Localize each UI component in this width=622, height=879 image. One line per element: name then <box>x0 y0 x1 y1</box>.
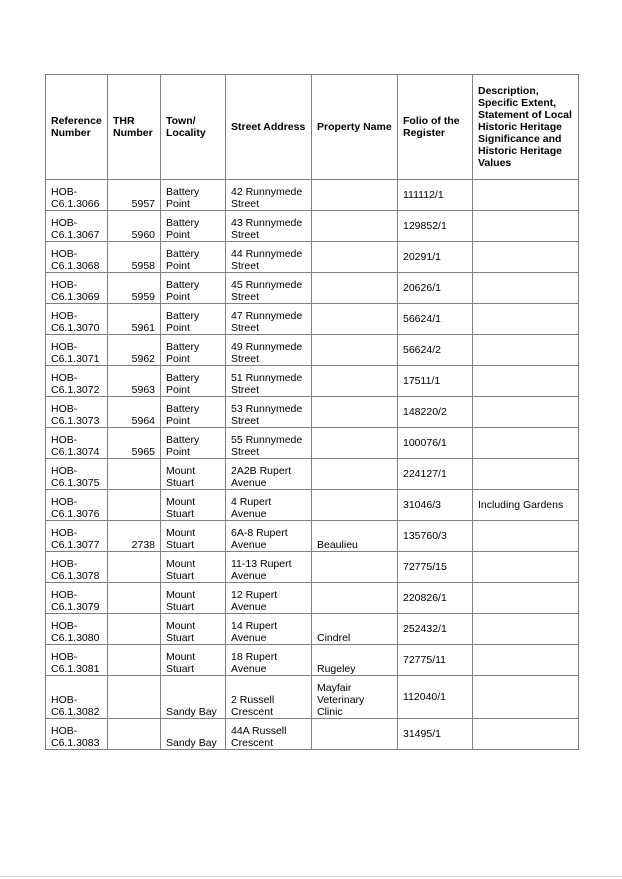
reference-prefix: HOB- <box>51 217 78 229</box>
reference-number-cell <box>46 242 108 273</box>
reference-number-cell <box>46 490 108 521</box>
thr-number-cell <box>108 676 161 719</box>
description-cell <box>473 273 579 304</box>
reference-prefix: HOB- <box>51 725 78 737</box>
table-body <box>46 180 579 750</box>
folio-cell: 220826/1 <box>398 583 473 614</box>
property-name-cell <box>312 397 398 428</box>
thr-number-cell <box>108 459 161 490</box>
folio-cell: 135760/3 <box>398 521 473 552</box>
description-cell <box>473 719 579 750</box>
street-address-cell: 18 Rupert Avenue <box>226 645 312 676</box>
thr-number-cell: 5960 <box>108 211 161 242</box>
street-address-cell: 6A-8 Rupert Avenue <box>226 521 312 552</box>
property-name-cell <box>312 719 398 750</box>
town-locality-cell: Battery Point <box>161 428 226 459</box>
thr-number-cell <box>108 490 161 521</box>
description-cell: Including Gardens <box>473 490 579 521</box>
thr-number-cell <box>108 583 161 614</box>
page-bottom-edge <box>0 876 622 877</box>
thr-number-cell: 5964 <box>108 397 161 428</box>
reference-number-cell <box>46 211 108 242</box>
street-address-cell: 44A Russell Crescent <box>226 719 312 750</box>
reference-prefix: HOB- <box>51 372 78 384</box>
table-row <box>46 304 579 335</box>
header-reference-number: Reference Number <box>46 75 108 180</box>
property-name-cell <box>312 490 398 521</box>
street-address-cell: 53 Runnymede Street <box>226 397 312 428</box>
table-header-row <box>46 75 579 180</box>
thr-number-cell: 5961 <box>108 304 161 335</box>
reference-code: C6.1.3079 <box>51 601 100 613</box>
reference-number-cell <box>46 459 108 490</box>
property-name-cell: Beaulieu <box>312 521 398 552</box>
property-name-cell <box>312 552 398 583</box>
property-name-cell <box>312 583 398 614</box>
thr-number-cell <box>108 552 161 583</box>
description-cell <box>473 552 579 583</box>
reference-prefix: HOB- <box>51 248 78 260</box>
street-address-cell: 12 Rupert Avenue <box>226 583 312 614</box>
reference-number-cell <box>46 583 108 614</box>
table-row <box>46 242 579 273</box>
town-locality-cell: Mount Stuart <box>161 614 226 645</box>
town-locality-cell: Battery Point <box>161 366 226 397</box>
folio-cell: 100076/1 <box>398 428 473 459</box>
folio-cell: 17511/1 <box>398 366 473 397</box>
table-row <box>46 719 579 750</box>
reference-code: C6.1.3071 <box>51 353 100 365</box>
table-row <box>46 273 579 304</box>
street-address-cell: 44 Runnymede Street <box>226 242 312 273</box>
street-address-cell: 14 Rupert Avenue <box>226 614 312 645</box>
town-locality-cell: Mount Stuart <box>161 552 226 583</box>
street-address-cell: 55 Runnymede Street <box>226 428 312 459</box>
folio-cell: 31495/1 <box>398 719 473 750</box>
town-locality-cell: Battery Point <box>161 273 226 304</box>
table-row <box>46 645 579 676</box>
reference-code: C6.1.3077 <box>51 539 100 551</box>
description-cell <box>473 459 579 490</box>
reference-prefix: HOB- <box>51 527 78 539</box>
property-name-cell <box>312 428 398 459</box>
street-address-cell: 51 Runnymede Street <box>226 366 312 397</box>
property-name-cell <box>312 366 398 397</box>
description-cell <box>473 521 579 552</box>
reference-prefix: HOB- <box>51 620 78 632</box>
thr-number-cell: 5958 <box>108 242 161 273</box>
table-row <box>46 428 579 459</box>
folio-cell: 72775/11 <box>398 645 473 676</box>
reference-number-cell <box>46 428 108 459</box>
header-folio: Folio of the Register <box>398 75 473 180</box>
reference-prefix: HOB- <box>51 310 78 322</box>
folio-cell: 129852/1 <box>398 211 473 242</box>
property-name-cell: Mayfair Veterinary Clinic <box>312 676 398 719</box>
reference-number-cell <box>46 397 108 428</box>
description-cell <box>473 304 579 335</box>
reference-code: C6.1.3080 <box>51 632 100 644</box>
town-locality-cell: Battery Point <box>161 242 226 273</box>
town-locality-cell: Battery Point <box>161 335 226 366</box>
town-locality-cell: Mount Stuart <box>161 521 226 552</box>
table-row <box>46 397 579 428</box>
reference-code: C6.1.3068 <box>51 260 100 272</box>
reference-code: C6.1.3066 <box>51 198 100 210</box>
reference-code: C6.1.3075 <box>51 477 100 489</box>
property-name-cell: Rugeley <box>312 645 398 676</box>
street-address-cell: 43 Runnymede Street <box>226 211 312 242</box>
folio-cell: 72775/15 <box>398 552 473 583</box>
town-locality-cell: Mount Stuart <box>161 459 226 490</box>
reference-number-cell <box>46 180 108 211</box>
header-town-locality: Town/ Locality <box>161 75 226 180</box>
reference-prefix: HOB- <box>51 694 78 706</box>
street-address-cell: 4 Rupert Avenue <box>226 490 312 521</box>
town-locality-cell: Battery Point <box>161 304 226 335</box>
street-address-cell: 49 Runnymede Street <box>226 335 312 366</box>
reference-number-cell <box>46 335 108 366</box>
reference-number-cell <box>46 676 108 719</box>
thr-number-cell <box>108 719 161 750</box>
folio-cell: 20626/1 <box>398 273 473 304</box>
thr-number-cell <box>108 645 161 676</box>
header-description: Description, Specific Extent, Statement of Local Historic Heritage Significance and Historic Heritage Values <box>473 75 579 180</box>
description-cell <box>473 428 579 459</box>
property-name-cell: Cindrel <box>312 614 398 645</box>
description-cell <box>473 211 579 242</box>
folio-cell: 111112/1 <box>398 180 473 211</box>
thr-number-cell: 5959 <box>108 273 161 304</box>
property-name-cell <box>312 211 398 242</box>
table-row <box>46 180 579 211</box>
table-row <box>46 335 579 366</box>
folio-cell: 56624/1 <box>398 304 473 335</box>
heritage-register-table <box>45 74 579 750</box>
town-locality-cell: Battery Point <box>161 397 226 428</box>
folio-cell: 31046/3 <box>398 490 473 521</box>
town-locality-cell: Battery Point <box>161 180 226 211</box>
description-cell <box>473 366 579 397</box>
reference-number-cell <box>46 552 108 583</box>
town-locality-cell: Mount Stuart <box>161 583 226 614</box>
reference-prefix: HOB- <box>51 496 78 508</box>
reference-prefix: HOB- <box>51 651 78 663</box>
reference-prefix: HOB- <box>51 341 78 353</box>
reference-code: C6.1.3081 <box>51 663 100 675</box>
folio-cell: 20291/1 <box>398 242 473 273</box>
description-cell <box>473 645 579 676</box>
town-locality-cell: Mount Stuart <box>161 490 226 521</box>
property-name-cell <box>312 459 398 490</box>
reference-number-cell <box>46 366 108 397</box>
reference-code: C6.1.3072 <box>51 384 100 396</box>
thr-number-cell <box>108 614 161 645</box>
table-row <box>46 490 579 521</box>
description-cell <box>473 614 579 645</box>
reference-code: C6.1.3069 <box>51 291 100 303</box>
reference-code: C6.1.3083 <box>51 737 100 749</box>
street-address-cell: 42 Runnymede Street <box>226 180 312 211</box>
thr-number-cell: 5962 <box>108 335 161 366</box>
reference-code: C6.1.3067 <box>51 229 100 241</box>
header-property-name: Property Name <box>312 75 398 180</box>
reference-prefix: HOB- <box>51 403 78 415</box>
street-address-cell: 45 Runnymede Street <box>226 273 312 304</box>
folio-cell: 148220/2 <box>398 397 473 428</box>
reference-prefix: HOB- <box>51 589 78 601</box>
reference-code: C6.1.3076 <box>51 508 100 520</box>
town-locality-cell: Mount Stuart <box>161 645 226 676</box>
table-row <box>46 366 579 397</box>
folio-cell: 112040/1 <box>398 676 473 719</box>
table-row <box>46 211 579 242</box>
property-name-cell <box>312 242 398 273</box>
property-name-cell <box>312 180 398 211</box>
reference-code: C6.1.3082 <box>51 706 100 718</box>
reference-prefix: HOB- <box>51 186 78 198</box>
reference-number-cell <box>46 645 108 676</box>
town-locality-cell: Sandy Bay <box>161 719 226 750</box>
reference-number-cell <box>46 304 108 335</box>
reference-number-cell <box>46 521 108 552</box>
table-row <box>46 521 579 552</box>
folio-cell: 224127/1 <box>398 459 473 490</box>
reference-code: C6.1.3074 <box>51 446 100 458</box>
header-thr-number: THR Number <box>108 75 161 180</box>
property-name-cell <box>312 273 398 304</box>
description-cell <box>473 335 579 366</box>
description-cell <box>473 242 579 273</box>
reference-code: C6.1.3070 <box>51 322 100 334</box>
town-locality-cell: Sandy Bay <box>161 676 226 719</box>
street-address-cell: 2A2B Rupert Avenue <box>226 459 312 490</box>
reference-prefix: HOB- <box>51 465 78 477</box>
reference-prefix: HOB- <box>51 558 78 570</box>
reference-prefix: HOB- <box>51 434 78 446</box>
table-row <box>46 583 579 614</box>
town-locality-cell: Battery Point <box>161 211 226 242</box>
reference-code: C6.1.3078 <box>51 570 100 582</box>
street-address-cell: 11-13 Rupert Avenue <box>226 552 312 583</box>
property-name-cell <box>312 304 398 335</box>
street-address-cell: 47 Runnymede Street <box>226 304 312 335</box>
table-row <box>46 459 579 490</box>
table-row <box>46 614 579 645</box>
thr-number-cell: 5963 <box>108 366 161 397</box>
description-cell <box>473 676 579 719</box>
header-street-address: Street Address <box>226 75 312 180</box>
reference-number-cell <box>46 614 108 645</box>
folio-cell: 56624/2 <box>398 335 473 366</box>
reference-number-cell <box>46 273 108 304</box>
property-name-cell <box>312 335 398 366</box>
table-row <box>46 676 579 719</box>
folio-cell: 252432/1 <box>398 614 473 645</box>
thr-number-cell: 5965 <box>108 428 161 459</box>
street-address-cell: 2 Russell Crescent <box>226 676 312 719</box>
reference-code: C6.1.3073 <box>51 415 100 427</box>
table-row <box>46 552 579 583</box>
description-cell <box>473 180 579 211</box>
reference-number-cell <box>46 719 108 750</box>
reference-prefix: HOB- <box>51 279 78 291</box>
thr-number-cell: 2738 <box>108 521 161 552</box>
thr-number-cell: 5957 <box>108 180 161 211</box>
description-cell <box>473 583 579 614</box>
description-cell <box>473 397 579 428</box>
